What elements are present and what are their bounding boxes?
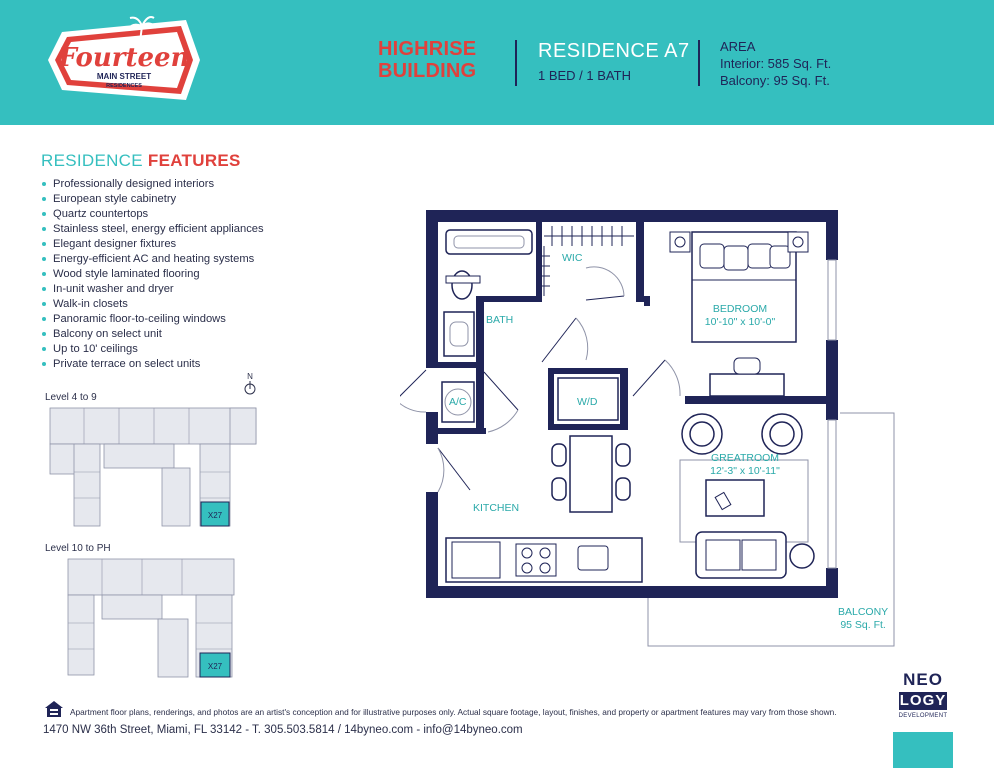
feature-item: Balcony on select unit — [42, 327, 264, 342]
bullet-icon — [42, 317, 46, 321]
feature-item: Energy-efficient AC and heating systems — [42, 252, 264, 267]
logo-line2: RESIDENCES — [106, 83, 142, 89]
bedroom-dimensions: 10'-10" x 10'-0" — [704, 316, 776, 328]
feature-item: Wood style laminated flooring — [42, 267, 264, 282]
feature-item: Professionally designed interiors — [42, 177, 264, 192]
feature-item: Up to 10' ceilings — [42, 342, 264, 357]
building-line1: HIGHRISE — [378, 38, 477, 60]
north-arrow-icon — [238, 370, 262, 396]
nightstand — [788, 232, 808, 252]
header-divider — [698, 40, 700, 86]
bath-label: BATH — [486, 314, 514, 326]
area-title: AREA — [720, 39, 756, 54]
feature-item: Private terrace on select units — [42, 357, 264, 372]
greatroom-name: GREATROOM — [710, 452, 780, 464]
header-banner — [0, 0, 994, 125]
area-balcony: Balcony: 95 Sq. Ft. — [720, 73, 830, 88]
residence-subtitle: 1 BED / 1 BATH — [538, 68, 631, 83]
armchair — [682, 414, 802, 454]
area-interior: Interior: 585 Sq. Ft. — [720, 56, 832, 71]
level-a-label: Level 4 to 9 — [45, 392, 97, 403]
disclaimer-text: Apartment floor plans, renderings, and photos are an artist's conception and for illustrative purposes only. Actual square footage, layout, finishes, and property or apartment features may vary from those shown. — [70, 707, 837, 717]
feature-item: Stainless steel, energy efficient appliances — [42, 222, 264, 237]
balcony-name: BALCONY — [838, 606, 889, 618]
developer-line3: DEVELOPMENT — [898, 713, 948, 719]
header-divider — [515, 40, 517, 86]
nightstand — [670, 232, 690, 252]
bullet-icon — [42, 302, 46, 306]
refrigerator — [452, 542, 500, 578]
feature-item: European style cabinetry — [42, 192, 264, 207]
bullet-icon — [42, 257, 46, 261]
unit-tag: X27 — [207, 511, 223, 520]
equal-housing-icon — [44, 700, 64, 718]
wd-label: W/D — [577, 396, 598, 408]
feature-item: Walk-in closets — [42, 297, 264, 312]
bullet-icon — [42, 197, 46, 201]
bullet-icon — [42, 212, 46, 216]
wic-label: WIC — [562, 252, 583, 264]
feature-item: Elegant designer fixtures — [42, 237, 264, 252]
bedroom-label — [700, 303, 780, 329]
toilet — [452, 271, 472, 299]
fourteen-logo — [42, 14, 206, 106]
floor-plan — [400, 195, 900, 655]
key-plan-levels-4-9 — [44, 402, 264, 538]
north-label: N — [247, 372, 253, 381]
balcony-area: 95 Sq. Ft. — [840, 619, 886, 631]
balcony-label — [838, 606, 888, 632]
bedroom-name: BEDROOM — [712, 303, 768, 315]
residence-title: RESIDENCE A7 — [538, 40, 690, 62]
features-title-a: RESIDENCE — [41, 151, 148, 170]
bullet-icon — [42, 242, 46, 246]
feature-item: Panoramic floor-to-ceiling windows — [42, 312, 264, 327]
ac-label: A/C — [449, 396, 467, 408]
media-console — [710, 374, 784, 396]
bullet-icon — [42, 227, 46, 231]
bathtub — [446, 230, 532, 254]
bullet-icon — [42, 347, 46, 351]
kitchen-label: KITCHEN — [473, 502, 520, 514]
features-title-b: FEATURES — [147, 151, 241, 170]
logo-script: Fourteen — [58, 43, 190, 73]
coffee-table — [706, 480, 764, 516]
developer-color-bar — [893, 732, 953, 768]
unit-tag: X27 — [207, 662, 223, 671]
bathroom-vanity — [444, 312, 474, 356]
bullet-icon — [42, 332, 46, 336]
contact-address: 1470 NW 36th Street, Miami, FL 33142 - T. 305.503.5814 / 14byneo.com - info@14byneo.com — [43, 724, 523, 736]
area-block — [720, 38, 831, 89]
side-table — [790, 544, 814, 568]
bullet-icon — [42, 182, 46, 186]
bullet-icon — [42, 287, 46, 291]
greatroom-label — [700, 452, 790, 478]
sofa — [696, 532, 786, 578]
neology-logo — [893, 670, 953, 768]
building-line2: BUILDING — [378, 60, 477, 82]
features-title — [41, 151, 241, 171]
dining-island — [570, 436, 612, 512]
cooktop — [516, 544, 556, 576]
greatroom-dimensions: 12'-3" x 10'-11" — [710, 465, 780, 477]
developer-line2: LOGY — [899, 692, 947, 709]
developer-line1: NEO — [903, 670, 943, 689]
level-b-label: Level 10 to PH — [45, 543, 111, 554]
feature-item: In-unit washer and dryer — [42, 282, 264, 297]
closet-shelving — [540, 226, 634, 296]
logo-line1: MAIN STREET — [96, 72, 152, 81]
features-list — [42, 177, 264, 372]
key-plan-levels-10-ph — [62, 553, 242, 689]
feature-item: Quartz countertops — [42, 207, 264, 222]
bullet-icon — [42, 272, 46, 276]
bullet-icon — [42, 362, 46, 366]
building-type — [378, 38, 476, 82]
